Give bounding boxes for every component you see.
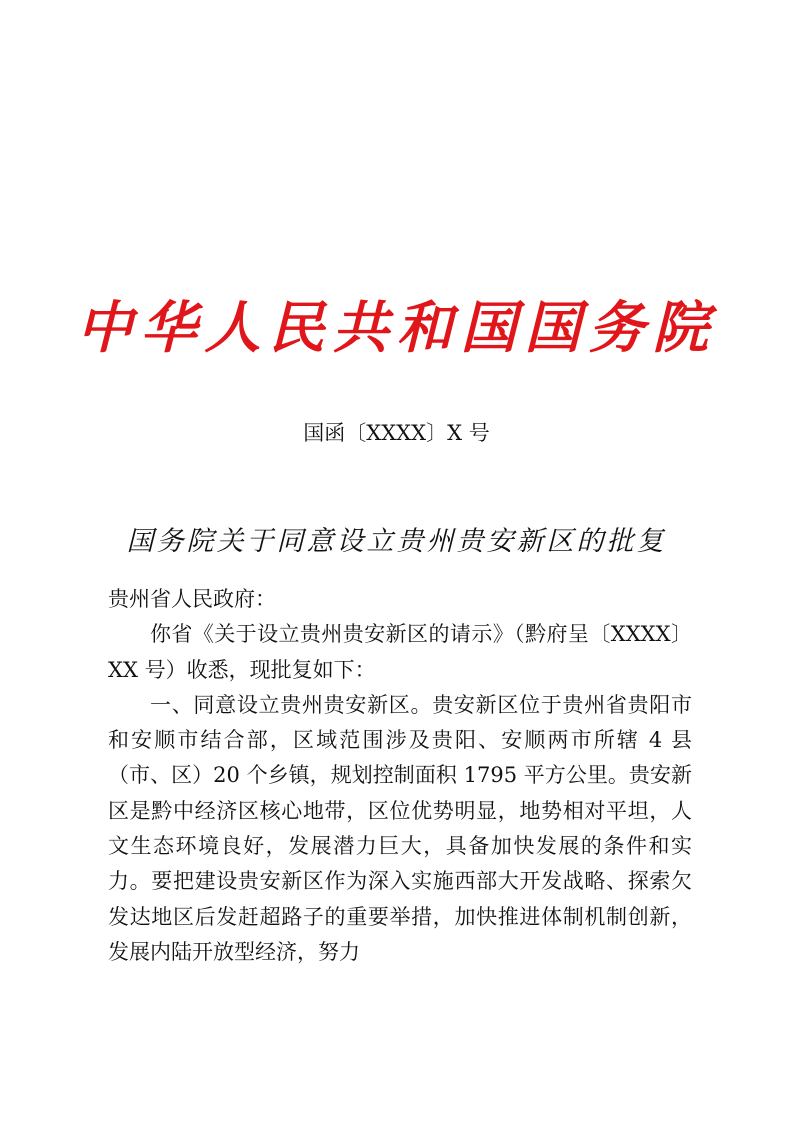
document-number: 国函〔XXXX〕X 号 xyxy=(303,421,490,445)
document-body xyxy=(108,582,692,970)
issuer-letterhead: 中华人民共和国国务院 xyxy=(76,295,717,361)
document-title: 国务院关于同意设立贵州贵安新区的批复 xyxy=(126,526,667,557)
paragraph-acknowledgement: 你省《关于设立贵州贵安新区的请示》（黔府呈〔XXXX〕XX 号）收悉，现批复如下： xyxy=(108,622,692,682)
salutation: 贵州省人民政府： xyxy=(108,587,276,611)
paragraph-approval-item-one: 一、同意设立贵州贵安新区。贵安新区位于贵州省贵阳市和安顺市结合部，区域范围涉及贵阳、安顺两市所辖 4 县（市、区）20 个乡镇，规划控制面积 1795 平方公里。贵安新区是黔中经济区核心地带，区位优势明显，地势相对平坦，人文生态环境良好，发展潜力巨大，具备加快发展的条件和实力。要把建设贵安新区作为深入实施西部大开发战略、探索欠发达地区后发赶超路子的重要举措，加快推进体制机制创新，发展内陆开放型经济，努力 xyxy=(108,692,692,964)
